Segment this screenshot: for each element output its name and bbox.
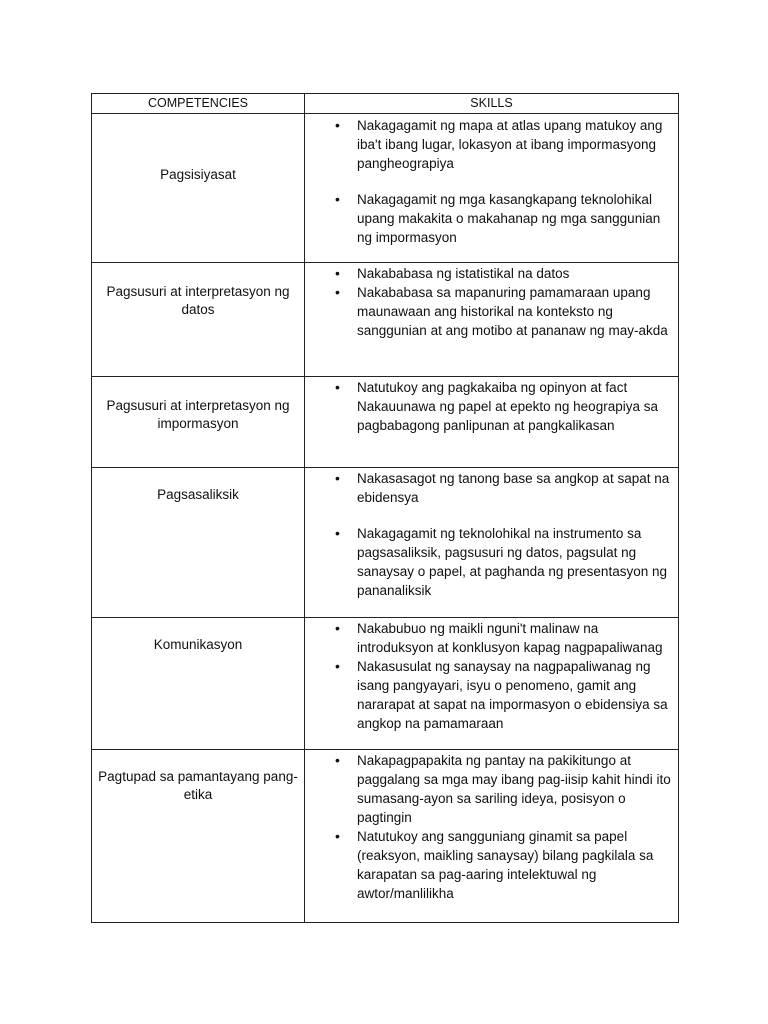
list-item: • Nakagagamit ng mapa at atlas upang matukoy ang iba't ibang lugar, lokasyon at ibang impormasyong pangheograpiya — [305, 116, 678, 173]
competency-name: Pagsusuri at interpretasyon ng impormasyon — [106, 398, 290, 431]
skill-line: Nakauunawa ng papel at epekto ng heograpiya sa pagbabagong panlipunan at pangkalikasan — [357, 399, 658, 433]
skill-list — [305, 264, 678, 340]
competency-cell — [92, 618, 305, 750]
skills-cell — [305, 618, 679, 750]
competency-cell — [92, 377, 305, 468]
list-item: • Nakasasagot ng tanong base sa angkop at sapat na ebidensya — [305, 469, 678, 507]
table-row — [92, 114, 679, 263]
competencies-skills-table — [91, 93, 679, 923]
skill-list — [305, 116, 678, 247]
skills-cell — [305, 468, 679, 618]
table-row — [92, 618, 679, 750]
table-row — [92, 468, 679, 618]
list-item: • Nakasusulat ng sanaysay na nagpapaliwanag ng isang pangyayari, isyu o penomeno, gamit ang nararapat at sapat na impormasyon o ebidensiya sa angkop na pamamaraan — [305, 657, 678, 733]
list-item: • Nakababasa ng istatistikal na datos — [305, 264, 678, 283]
skill-list — [305, 751, 678, 903]
header-skills: SKILLS — [305, 94, 679, 114]
competency-name: Komunikasyon — [153, 637, 243, 652]
skills-cell — [305, 750, 679, 923]
table-header-row — [92, 94, 679, 114]
table-row — [92, 750, 679, 923]
competency-cell — [92, 114, 305, 263]
list-item: • Nakagagamit ng mga kasangkapang teknolohikal upang makakita o makahanap ng mga sanggunian ng impormasyon — [305, 190, 678, 247]
competency-name: Pagtupad sa pamantayang pang-etika — [98, 769, 298, 802]
table-row — [92, 377, 679, 468]
skill-list — [305, 378, 678, 435]
list-item: • Nakagagamit ng teknolohikal na instrumento sa pagsasaliksik, pagsusuri ng datos, pagsulat ng sanaysay o papel, at paghanda ng presentasyon ng pananaliksik — [305, 524, 678, 600]
list-item — [305, 751, 678, 827]
competency-name: Pagsusuri at interpretasyon ng datos — [106, 284, 290, 317]
list-item: • Nakabubuo ng maikli nguni't malinaw na introduksyon at konklusyon kapag nagpapaliwanag — [305, 619, 678, 657]
skills-cell — [305, 377, 679, 468]
skill-line: sumasang-ayon sa sariling ideya, posisyon o pagtingin — [357, 791, 626, 825]
skill-line: • Natutukoy ang pagkakaiba ng opinyon at fact — [357, 380, 628, 395]
competency-cell — [92, 468, 305, 618]
competency-name: Pagsisiyasat — [160, 167, 236, 182]
skills-cell — [305, 114, 679, 263]
list-item: • Natutukoy ang sangguniang ginamit sa papel (reaksyon, maikling sanaysay) bilang pagkilala sa karapatan sa pag-aaring intelektuwal ng awtor/manlilikha — [305, 827, 678, 903]
skill-list — [305, 619, 678, 733]
list-item — [305, 378, 678, 435]
list-item: • Nakababasa sa mapanuring pamamaraan upang maunawaan ang historikal na konteksto ng sanggunian at ang motibo at pananaw ng may-akda — [305, 283, 678, 340]
skill-list — [305, 469, 678, 600]
competency-cell — [92, 263, 305, 377]
skills-cell — [305, 263, 679, 377]
table-row — [92, 263, 679, 377]
competency-name: Pagsasaliksik — [157, 487, 239, 502]
header-competencies: COMPETENCIES — [92, 94, 305, 114]
competency-cell — [92, 750, 305, 923]
skill-line: • Nakapagpapakita ng pantay na pakikitungo at paggalang sa mga may ibang pag-iisip kahit hindi ito — [357, 753, 671, 787]
